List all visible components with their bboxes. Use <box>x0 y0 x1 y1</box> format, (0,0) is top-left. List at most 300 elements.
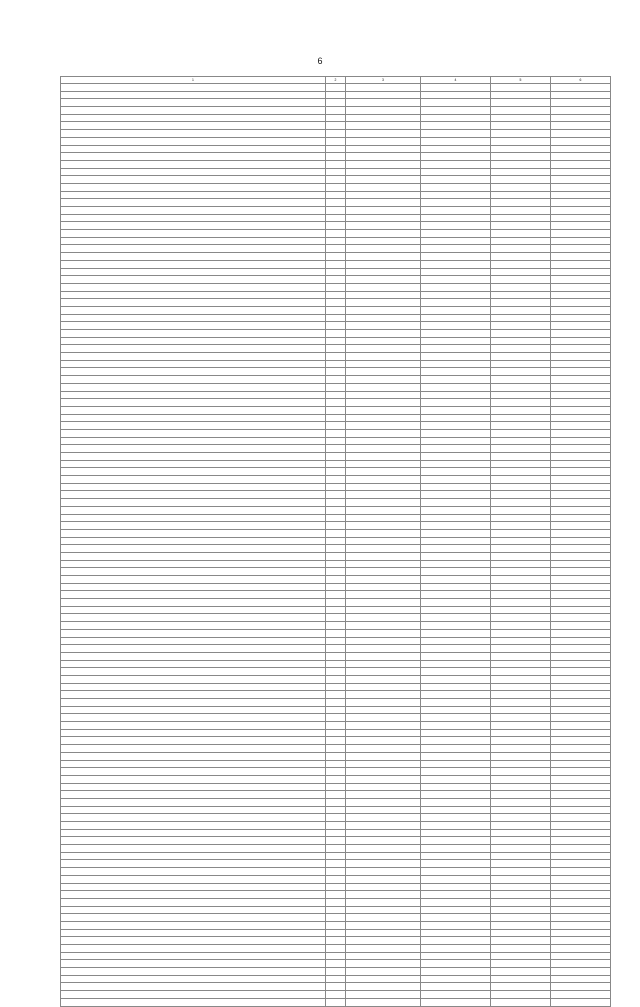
table-cell <box>491 537 551 545</box>
table-cell <box>551 322 611 330</box>
table-cell <box>491 737 551 745</box>
table-row <box>61 937 611 945</box>
table-cell <box>61 237 326 245</box>
table-cell <box>326 207 346 215</box>
table-cell <box>421 714 491 722</box>
table-cell <box>551 291 611 299</box>
table-cell <box>61 583 326 591</box>
table-cell <box>491 791 551 799</box>
table-cell <box>551 383 611 391</box>
table-cell <box>326 883 346 891</box>
table-cell <box>551 629 611 637</box>
table-cell <box>61 906 326 914</box>
table-cell <box>326 775 346 783</box>
table-cell <box>491 168 551 176</box>
table-cell <box>346 514 421 522</box>
table-cell <box>551 345 611 353</box>
table-cell <box>551 545 611 553</box>
table-cell <box>326 191 346 199</box>
table-cell <box>61 445 326 453</box>
column-header: 6 <box>551 77 611 84</box>
table-cell <box>551 921 611 929</box>
table-row <box>61 422 611 430</box>
table-cell <box>551 975 611 983</box>
table-cell <box>346 207 421 215</box>
table-cell <box>61 921 326 929</box>
table-cell <box>551 207 611 215</box>
column-header: 4 <box>421 77 491 84</box>
table-cell <box>61 983 326 991</box>
table-cell <box>326 445 346 453</box>
table-cell <box>61 429 326 437</box>
table-cell <box>421 483 491 491</box>
table-cell <box>421 568 491 576</box>
table-cell <box>421 383 491 391</box>
table-cell <box>61 560 326 568</box>
table-cell <box>326 483 346 491</box>
table-cell <box>61 145 326 153</box>
table-cell <box>551 576 611 584</box>
table-cell <box>61 406 326 414</box>
table-cell <box>551 752 611 760</box>
table-cell <box>491 829 551 837</box>
table-cell <box>551 399 611 407</box>
table-cell <box>551 868 611 876</box>
table-cell <box>326 260 346 268</box>
table-cell <box>421 491 491 499</box>
table-cell <box>491 383 551 391</box>
table-row <box>61 806 611 814</box>
table-cell <box>551 214 611 222</box>
table-row <box>61 545 611 553</box>
table-cell <box>551 745 611 753</box>
table-cell <box>346 122 421 130</box>
table-cell <box>61 652 326 660</box>
table-cell <box>491 599 551 607</box>
table-cell <box>551 468 611 476</box>
table-cell <box>421 376 491 384</box>
table-cell <box>551 314 611 322</box>
table-cell <box>491 768 551 776</box>
table-cell <box>421 314 491 322</box>
table-cell <box>326 476 346 484</box>
table-cell <box>491 491 551 499</box>
table-row <box>61 437 611 445</box>
table-cell <box>61 929 326 937</box>
table-row <box>61 345 611 353</box>
table-cell <box>491 476 551 484</box>
table-cell <box>421 245 491 253</box>
table-cell <box>551 137 611 145</box>
table-cell <box>346 952 421 960</box>
table-row <box>61 960 611 968</box>
table-cell <box>421 729 491 737</box>
table-cell <box>346 998 421 1006</box>
table-cell <box>551 283 611 291</box>
table-cell <box>491 699 551 707</box>
table-cell <box>421 514 491 522</box>
table-cell <box>551 422 611 430</box>
table-cell <box>491 921 551 929</box>
table-row <box>61 599 611 607</box>
table-cell <box>491 237 551 245</box>
table-cell <box>346 891 421 899</box>
table-row <box>61 299 611 307</box>
table-cell <box>551 376 611 384</box>
table-row <box>61 529 611 537</box>
table-cell <box>346 299 421 307</box>
table-cell <box>346 752 421 760</box>
table-cell <box>326 783 346 791</box>
table-cell <box>326 429 346 437</box>
table-cell <box>326 214 346 222</box>
table-cell <box>61 130 326 138</box>
table-cell <box>551 268 611 276</box>
table-cell <box>551 929 611 937</box>
table-cell <box>326 737 346 745</box>
table-cell <box>491 522 551 530</box>
table-cell <box>326 576 346 584</box>
table-cell <box>326 837 346 845</box>
table-cell <box>61 722 326 730</box>
table-cell <box>61 353 326 361</box>
table-row <box>61 714 611 722</box>
table-cell <box>61 852 326 860</box>
table-cell <box>326 960 346 968</box>
table-cell <box>421 337 491 345</box>
table-cell <box>61 637 326 645</box>
table-cell <box>491 937 551 945</box>
table-cell <box>491 606 551 614</box>
table-cell <box>326 875 346 883</box>
table-cell <box>346 545 421 553</box>
table-row <box>61 176 611 184</box>
table-cell <box>491 360 551 368</box>
table-cell <box>346 391 421 399</box>
table-cell <box>346 729 421 737</box>
table-cell <box>326 914 346 922</box>
table-cell <box>421 991 491 999</box>
table-cell <box>421 860 491 868</box>
table-cell <box>421 191 491 199</box>
table-cell <box>61 153 326 161</box>
table-cell <box>491 506 551 514</box>
table-cell <box>421 968 491 976</box>
table-cell <box>346 445 421 453</box>
table-cell <box>61 829 326 837</box>
table-cell <box>491 322 551 330</box>
table-cell <box>346 945 421 953</box>
table-cell <box>326 891 346 899</box>
table-cell <box>551 230 611 238</box>
table-row <box>61 783 611 791</box>
table-cell <box>551 445 611 453</box>
table-cell <box>61 814 326 822</box>
table-cell <box>326 583 346 591</box>
table-cell <box>346 937 421 945</box>
table-cell <box>551 245 611 253</box>
table-row <box>61 306 611 314</box>
table-cell <box>326 160 346 168</box>
table-cell <box>346 529 421 537</box>
table-cell <box>421 699 491 707</box>
table-cell <box>326 122 346 130</box>
table-cell <box>326 299 346 307</box>
table-cell <box>491 114 551 122</box>
table-cell <box>61 399 326 407</box>
table-cell <box>491 714 551 722</box>
table-cell <box>491 291 551 299</box>
table-cell <box>61 945 326 953</box>
table-cell <box>421 852 491 860</box>
table-cell <box>551 606 611 614</box>
table-cell <box>491 591 551 599</box>
table-cell <box>491 822 551 830</box>
table-cell <box>421 975 491 983</box>
table-cell <box>491 137 551 145</box>
table-cell <box>346 253 421 261</box>
table-cell <box>346 414 421 422</box>
table-cell <box>421 983 491 991</box>
table-cell <box>61 468 326 476</box>
table-cell <box>346 845 421 853</box>
table-cell <box>421 429 491 437</box>
table-cell <box>421 606 491 614</box>
table-cell <box>346 91 421 99</box>
table-row <box>61 652 611 660</box>
table-row <box>61 499 611 507</box>
table-cell <box>326 99 346 107</box>
table-cell <box>346 583 421 591</box>
table-cell <box>326 852 346 860</box>
table-row <box>61 606 611 614</box>
table-cell <box>421 622 491 630</box>
table-row <box>61 460 611 468</box>
table-row <box>61 814 611 822</box>
table-cell <box>61 599 326 607</box>
table-cell <box>421 660 491 668</box>
table-cell <box>61 775 326 783</box>
table-cell <box>326 699 346 707</box>
table-cell <box>551 537 611 545</box>
table-cell <box>421 322 491 330</box>
table-row <box>61 222 611 230</box>
table-row <box>61 576 611 584</box>
table-row <box>61 745 611 753</box>
table-cell <box>421 422 491 430</box>
table-cell <box>326 998 346 1006</box>
table-cell <box>346 353 421 361</box>
table-cell <box>551 191 611 199</box>
table-row <box>61 729 611 737</box>
table-cell <box>346 568 421 576</box>
table-cell <box>346 376 421 384</box>
table-cell <box>491 552 551 560</box>
table-cell <box>326 468 346 476</box>
table-cell <box>421 560 491 568</box>
table-row <box>61 852 611 860</box>
table-cell <box>326 368 346 376</box>
table-cell <box>551 414 611 422</box>
table-cell <box>61 499 326 507</box>
table-cell <box>346 960 421 968</box>
table-cell <box>326 722 346 730</box>
table-cell <box>61 883 326 891</box>
table-cell <box>551 937 611 945</box>
table-cell <box>61 614 326 622</box>
table-cell <box>346 522 421 530</box>
table-cell <box>346 114 421 122</box>
table-cell <box>61 691 326 699</box>
table-cell <box>491 207 551 215</box>
table-cell <box>551 153 611 161</box>
table-cell <box>326 660 346 668</box>
table-cell <box>61 199 326 207</box>
table-cell <box>61 107 326 115</box>
table-cell <box>61 752 326 760</box>
table-cell <box>61 622 326 630</box>
table-cell <box>326 491 346 499</box>
table-cell <box>346 814 421 822</box>
table-cell <box>491 314 551 322</box>
table-cell <box>346 552 421 560</box>
table-cell <box>421 683 491 691</box>
table-cell <box>346 745 421 753</box>
table-cell <box>421 399 491 407</box>
table-cell <box>551 737 611 745</box>
table-cell <box>421 130 491 138</box>
table-cell <box>551 299 611 307</box>
table-cell <box>346 130 421 138</box>
table-cell <box>326 668 346 676</box>
table-row <box>61 883 611 891</box>
table-cell <box>491 837 551 845</box>
table-cell <box>346 875 421 883</box>
table-row <box>61 845 611 853</box>
table-cell <box>551 522 611 530</box>
table-cell <box>326 599 346 607</box>
table-cell <box>421 829 491 837</box>
table-cell <box>421 499 491 507</box>
table-cell <box>421 437 491 445</box>
table-cell <box>346 429 421 437</box>
table-row <box>61 445 611 453</box>
table-cell <box>551 583 611 591</box>
table-cell <box>61 545 326 553</box>
table-cell <box>491 860 551 868</box>
table-cell <box>61 791 326 799</box>
table-row <box>61 360 611 368</box>
table-cell <box>491 107 551 115</box>
table-cell <box>551 952 611 960</box>
table-cell <box>326 637 346 645</box>
table-cell <box>326 199 346 207</box>
table-cell <box>326 614 346 622</box>
table-cell <box>346 237 421 245</box>
table-cell <box>491 399 551 407</box>
table-cell <box>551 852 611 860</box>
table-cell <box>421 276 491 284</box>
table-cell <box>491 645 551 653</box>
table-cell <box>491 153 551 161</box>
table-cell <box>551 222 611 230</box>
table-cell <box>346 199 421 207</box>
table-cell <box>61 729 326 737</box>
table-cell <box>421 114 491 122</box>
table-cell <box>491 414 551 422</box>
table-cell <box>421 722 491 730</box>
table-cell <box>326 306 346 314</box>
table-cell <box>346 99 421 107</box>
table-cell <box>421 91 491 99</box>
table-cell <box>551 875 611 883</box>
table-cell <box>551 914 611 922</box>
table-cell <box>551 891 611 899</box>
table-cell <box>421 945 491 953</box>
table-cell <box>551 406 611 414</box>
table-cell <box>491 629 551 637</box>
table-cell <box>491 960 551 968</box>
table-cell <box>421 99 491 107</box>
table-cell <box>346 760 421 768</box>
table-cell <box>326 560 346 568</box>
table-cell <box>491 852 551 860</box>
table-cell <box>326 822 346 830</box>
table-cell <box>346 906 421 914</box>
table-cell <box>491 845 551 853</box>
table-row <box>61 629 611 637</box>
table-cell <box>491 637 551 645</box>
table-cell <box>326 983 346 991</box>
table-cell <box>326 422 346 430</box>
table-cell <box>326 529 346 537</box>
table-cell <box>346 614 421 622</box>
table-cell <box>61 783 326 791</box>
table-cell <box>326 921 346 929</box>
table-cell <box>346 483 421 491</box>
table-cell <box>421 214 491 222</box>
table-cell <box>61 207 326 215</box>
table-cell <box>551 453 611 461</box>
table-cell <box>61 183 326 191</box>
table-cell <box>346 537 421 545</box>
table-cell <box>421 153 491 161</box>
table-cell <box>491 306 551 314</box>
table-cell <box>421 576 491 584</box>
table-cell <box>326 745 346 753</box>
table-cell <box>551 84 611 92</box>
table-cell <box>346 183 421 191</box>
table-cell <box>421 822 491 830</box>
table-cell <box>346 783 421 791</box>
table-cell <box>326 322 346 330</box>
table-cell <box>346 337 421 345</box>
table-row <box>61 130 611 138</box>
table-cell <box>346 283 421 291</box>
table-cell <box>421 691 491 699</box>
table-cell <box>346 668 421 676</box>
table-cell <box>551 645 611 653</box>
table-cell <box>421 768 491 776</box>
table-cell <box>421 706 491 714</box>
table-cell <box>421 230 491 238</box>
table-cell <box>491 176 551 184</box>
table-row <box>61 798 611 806</box>
table-cell <box>491 468 551 476</box>
table-cell <box>346 599 421 607</box>
table-cell <box>326 683 346 691</box>
table-cell <box>61 891 326 899</box>
